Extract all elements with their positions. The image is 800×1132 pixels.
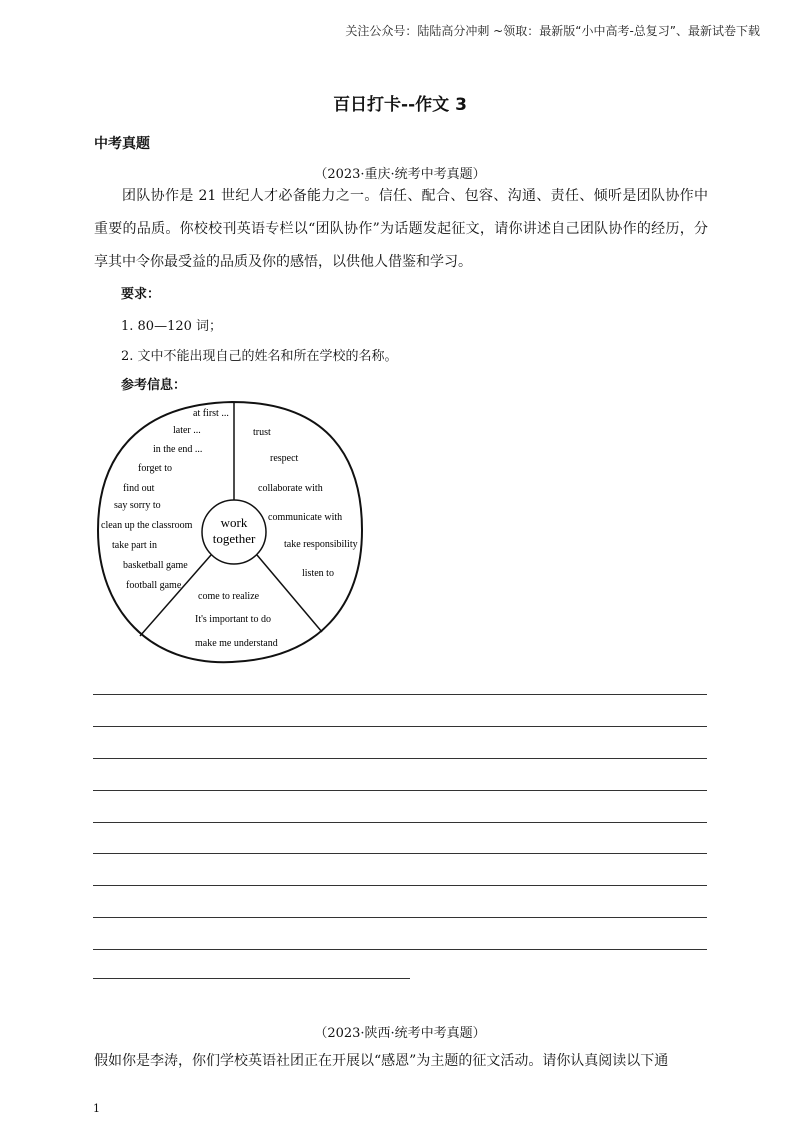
task1-paragraph: 团队协作是 21 世纪人才必备能力之一。信任、配合、包容、沟通、责任、倾听是团队协作中重要的品质。你校校刊英语专栏以“团队协作”为话题发起征文，请你讲述自己团队协作的经历，分享其中令你最受益的品质及你的感悟，以供他人借鉴和学习。 <box>94 188 708 270</box>
left-phrase: football game <box>126 580 182 591</box>
requirement-item: 2. 文中不能出现自己的姓名和所在学校的名称。 <box>121 349 398 364</box>
writing-line[interactable] <box>93 917 707 918</box>
left-phrase: find out <box>123 483 155 494</box>
requirement-item: 1. 80—120 词； <box>121 319 223 334</box>
page-number: 1 <box>93 1102 100 1115</box>
task1-source: （2023·重庆·统考中考真题） <box>314 167 486 182</box>
right-phrase: listen to <box>302 568 334 579</box>
writing-line[interactable] <box>93 885 707 886</box>
requirements-label: 要求： <box>121 287 161 302</box>
right-phrase: communicate with <box>268 512 343 523</box>
bottom-phrase: It's important to do <box>195 614 271 625</box>
header-note: 关注公众号：陆陆高分冲刺 ~领取：最新版“小中高考-总复习”、最新试卷下载 <box>345 24 760 38</box>
right-phrase: respect <box>270 453 299 464</box>
writing-line[interactable] <box>93 949 707 950</box>
writing-line[interactable] <box>93 790 707 791</box>
center-word: work <box>220 515 248 530</box>
left-phrase: in the end ... <box>153 444 203 455</box>
task2-paragraph: 假如你是李涛，你们学校英语社团正在开展以“感恩”为主题的征文活动。请你认真阅读以下通 <box>94 1053 669 1069</box>
writing-line[interactable] <box>93 758 707 759</box>
left-phrase: basketball game <box>123 560 188 571</box>
right-phrase: collaborate with <box>258 483 323 494</box>
task2-source: （2023·陕西·统考中考真题） <box>314 1026 486 1041</box>
writing-line[interactable] <box>93 726 707 727</box>
page-title: 百日打卡--作文 3 <box>333 95 467 115</box>
writing-line[interactable] <box>93 822 707 823</box>
left-phrase: say sorry to <box>114 500 161 511</box>
bottom-phrase: come to realize <box>198 591 260 602</box>
writing-line[interactable] <box>93 853 707 854</box>
reference-label: 参考信息： <box>121 378 187 393</box>
left-phrase: take part in <box>112 540 157 551</box>
center-word: together <box>212 531 256 546</box>
writing-line[interactable] <box>93 978 410 979</box>
left-phrase: clean up the classroom <box>101 520 193 531</box>
bottom-phrase: make me understand <box>195 638 278 649</box>
left-phrase: later ... <box>173 425 201 436</box>
right-phrase: trust <box>253 427 271 438</box>
writing-line[interactable] <box>93 694 707 695</box>
right-phrase: take responsibility <box>284 539 358 550</box>
left-phrase: forget to <box>138 463 172 474</box>
left-phrase: at first ... <box>193 408 229 419</box>
section-title: 中考真题 <box>94 136 150 152</box>
